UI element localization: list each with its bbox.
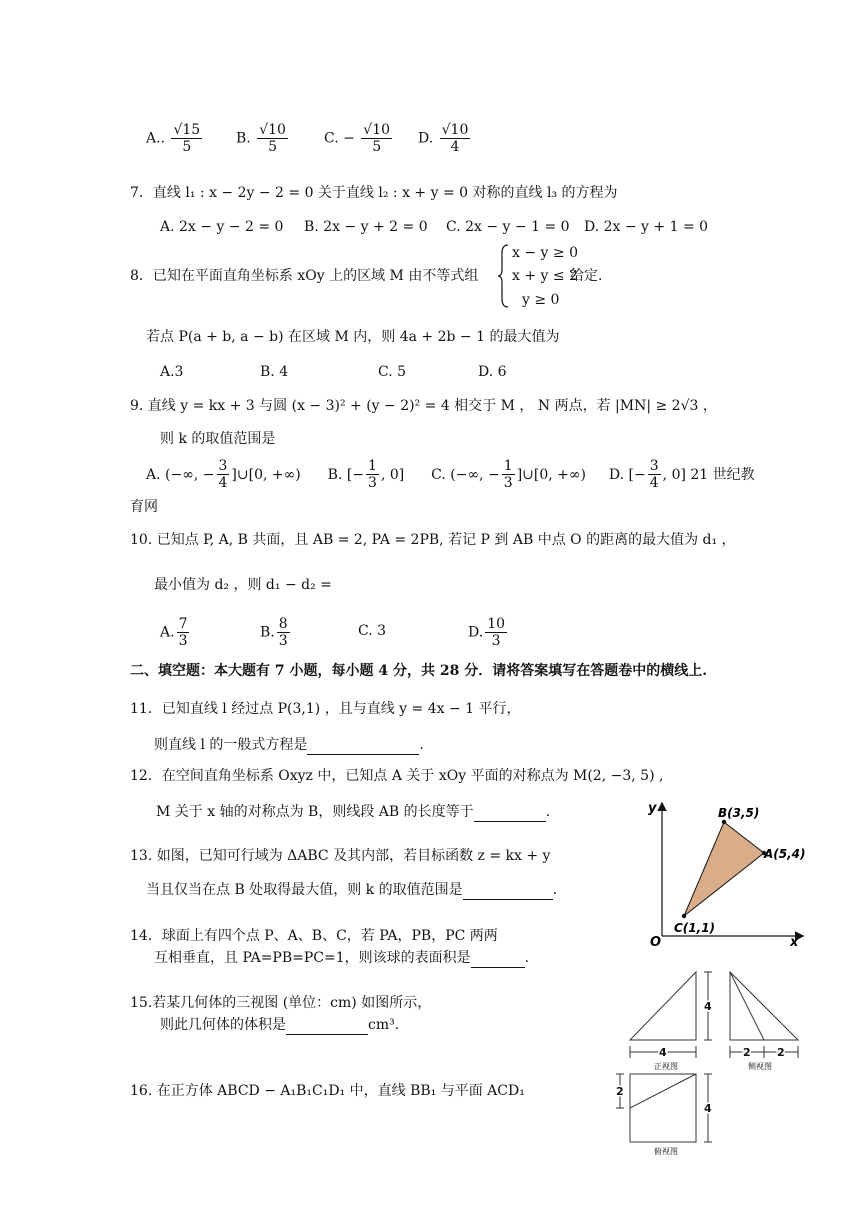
q9-b-frac xyxy=(366,458,379,491)
q6-b-num: √10 xyxy=(259,122,286,138)
q9-stem: 9. 直线 y = kx + 3 与圆 (x − 3)² + (y − 2)² = 4 相交于 M ， N 两点，若 |MN| ≥ 2√3 ， xyxy=(130,398,717,414)
q6-a-num: √15 xyxy=(173,122,201,138)
q6-d-num: √10 xyxy=(441,122,469,138)
side-dim-w2-label: 2 xyxy=(777,1046,785,1059)
side-view-caption: 侧视图 xyxy=(748,1062,772,1071)
q12-end: . xyxy=(545,804,551,820)
q9-a-den: 4 xyxy=(218,475,228,491)
q16-stem: 16. 在正方体 ABCD − A₁B₁C₁D₁ 中，直线 BB₁ 与平面 ACD₁ xyxy=(130,1083,525,1099)
q10-d-den: 3 xyxy=(491,633,501,649)
point-c-label: C(1,1) xyxy=(674,921,716,935)
front-view-caption: 正视图 xyxy=(654,1062,678,1071)
q9-d-num: 3 xyxy=(649,458,659,474)
q8-ineq-2: x + y ≤ 2 xyxy=(512,268,578,284)
q10-a-num: 7 xyxy=(178,616,188,632)
top-view-shape xyxy=(630,1074,696,1142)
q10-stem: 10. 已知点 P, A, B 共面，且 AB = 2, PA = 2PB, 若记 P 到 AB 中点 O 的距离的最大值为 d₁ ， xyxy=(130,532,736,548)
point-b-label: B(3,5) xyxy=(718,806,760,820)
q6-d-label: D. xyxy=(418,130,434,147)
q9-d-frac xyxy=(648,458,661,491)
q6-c-label: C. − xyxy=(324,130,355,147)
q9-d-pre: D. [− xyxy=(608,466,646,483)
q6-a-den: 5 xyxy=(182,139,192,155)
q6-b-den: 5 xyxy=(268,139,278,155)
point-c xyxy=(682,914,686,918)
q6-c-den: 5 xyxy=(372,139,382,155)
q6-a-frac xyxy=(171,122,202,155)
top-dim-h-label: 2 xyxy=(616,1085,624,1098)
q12-line2: M 关于 x 轴的对称点为 B，则线段 AB 的长度等于 xyxy=(156,804,474,820)
q9-c-post: ]∪[0, +∞) xyxy=(516,466,587,483)
q9-options xyxy=(146,458,755,491)
q6-c-frac xyxy=(361,122,392,155)
q9-d-den: 4 xyxy=(649,475,659,491)
point-a-label: A(5,4) xyxy=(764,847,806,861)
q6-b-label: B. xyxy=(236,130,251,147)
point-b xyxy=(722,820,726,824)
q10-d-frac xyxy=(485,616,507,649)
q11-end: . xyxy=(419,737,424,753)
q10-a-frac xyxy=(177,616,190,649)
section-heading: 二、填空题：本大题有 7 小题，每小题 4 分，共 28 分．请将答案填写在答题卷中的横线上. xyxy=(130,663,708,679)
y-axis-label: y xyxy=(648,801,657,816)
front-dim-w-label: 4 xyxy=(659,1046,667,1059)
front-view-shape xyxy=(630,972,696,1040)
q7-option-c: C. 2x − y − 1 = 0 xyxy=(446,219,570,235)
q9-c-pre: C. (−∞, − xyxy=(431,466,500,483)
q15-answer-blank[interactable] xyxy=(286,1018,368,1035)
q6-d-frac xyxy=(440,122,471,155)
q9-option-b xyxy=(327,458,405,491)
q15-line2-wrap xyxy=(160,1015,399,1035)
q13-line2: 当且仅当在点 B 处取得最大值，则 k 的取值范围是 xyxy=(146,882,463,898)
origin-label: O xyxy=(650,935,662,950)
q9-a-num: 3 xyxy=(218,458,228,474)
q12-answer-blank[interactable] xyxy=(474,805,546,822)
q10-d-label: D. xyxy=(468,624,484,641)
q9-option-a xyxy=(146,458,301,491)
q9-wrap: 育网 xyxy=(130,499,158,515)
q9-a-post: ]∪[0, +∞) xyxy=(231,466,301,483)
q7-option-d: D. 2x − y + 1 = 0 xyxy=(584,219,709,235)
q13-stem: 13. 如图，已知可行域为 ΔABC 及其内部，若目标函数 z = kx + y xyxy=(130,848,551,864)
q8-given: 给定. xyxy=(570,268,603,284)
q11-line2: 则直线 l 的一般式方程是 xyxy=(154,737,308,753)
q10-b-num: 8 xyxy=(278,616,288,632)
q6-a-label: A.. xyxy=(146,130,166,147)
q11-line2-wrap xyxy=(154,735,424,755)
q8-option-c: C. 5 xyxy=(378,364,407,380)
q8-stem: 8．已知在平面直角坐标系 xOy 上的区域 M 由不等式组 xyxy=(130,268,479,284)
q15-line2: 则此几何体的体积是 xyxy=(160,1017,286,1033)
q8-option-a: A.3 xyxy=(160,364,184,380)
q9-option-c xyxy=(431,458,587,491)
q9-c-num: 1 xyxy=(503,458,513,474)
q10-option-d xyxy=(468,616,509,649)
side-view-shape xyxy=(730,972,798,1040)
q10-option-a xyxy=(160,616,191,649)
side-dim-w1-label: 2 xyxy=(743,1046,751,1059)
front-dim-h-label: 4 xyxy=(704,1000,712,1013)
q9-b-pre: B. [− xyxy=(327,466,365,483)
q12-line2-wrap xyxy=(156,802,550,822)
q10-a-den: 3 xyxy=(178,633,188,649)
feasible-region-figure xyxy=(640,796,810,952)
q14-line2-wrap xyxy=(154,948,529,968)
q6-option-d xyxy=(418,122,472,155)
q15-stem: 15.若某几何体的三视图 (单位：cm) 如图所示， xyxy=(130,995,432,1011)
q11-answer-blank[interactable] xyxy=(307,738,419,755)
q9-b-den: 3 xyxy=(368,475,377,491)
q9-d-post: , 0] 21 世纪教 xyxy=(662,466,755,483)
q8-ineq-3: y ≥ 0 xyxy=(522,292,560,308)
q12-stem: 12．在空间直角坐标系 Oxyz 中，已知点 A 关于 xOy 平面的对称点为 M(2, −3, 5) , xyxy=(130,768,664,784)
q14-line2: 互相垂直，且 PA=PB=PC=1，则该球的表面积是 xyxy=(154,950,471,966)
q7-option-a: A. 2x − y − 2 = 0 xyxy=(160,219,284,235)
q8-option-b: B. 4 xyxy=(260,364,289,380)
x-axis-label: x xyxy=(790,935,799,950)
q10-b-label: B. xyxy=(260,624,275,641)
q13-line2-wrap xyxy=(146,880,557,900)
q11-stem: 11．已知直线 l 经过点 P(3,1) ，且与直线 y = 4x − 1 平行， xyxy=(130,701,521,717)
q13-answer-blank[interactable] xyxy=(463,883,553,900)
q10-b-den: 3 xyxy=(278,633,288,649)
top-view-caption: 俯视图 xyxy=(654,1147,678,1156)
q6-b-frac xyxy=(257,122,288,155)
q14-end: . xyxy=(524,950,530,966)
q6-option-b xyxy=(236,122,290,155)
q13-end: . xyxy=(552,882,558,898)
q8-option-d: D. 6 xyxy=(478,364,507,380)
q8-brace-icon xyxy=(498,243,510,309)
q10-b-frac xyxy=(277,616,290,649)
triangle-abc xyxy=(684,822,764,916)
q14-answer-blank[interactable] xyxy=(471,951,525,968)
q10-option-c: C. 3 xyxy=(358,623,387,639)
q14-stem: 14．球面上有四个点 P、A、B、C，若 PA，PB，PC 两两 xyxy=(130,928,498,944)
top-dim-h2-label: 4 xyxy=(704,1102,712,1115)
q6-option-c xyxy=(324,122,394,155)
q9-a-pre: A. (−∞, − xyxy=(146,466,215,483)
q10-d-num: 10 xyxy=(487,616,506,632)
q15-end: cm³. xyxy=(368,1017,400,1033)
q6-c-num: √10 xyxy=(363,122,391,138)
q10-option-b xyxy=(260,616,292,649)
q9-c-frac xyxy=(502,458,515,491)
q9-a-frac xyxy=(217,458,230,491)
q9-line2: 则 k 的取值范围是 xyxy=(160,431,276,447)
q9-b-num: 1 xyxy=(368,458,377,474)
q6-d-den: 4 xyxy=(450,139,460,155)
q9-option-d xyxy=(608,458,755,491)
q7-stem: 7．直线 l₁ : x − 2y − 2 = 0 关于直线 l₂ : x + y = 0 对称的直线 l₃ 的方程为 xyxy=(130,185,618,201)
q9-b-post: , 0] xyxy=(380,466,405,483)
three-views-figure xyxy=(612,968,812,1160)
q7-option-b: B. 2x − y + 2 = 0 xyxy=(304,219,428,235)
q10-a-label: A. xyxy=(160,624,175,641)
q6-option-a xyxy=(146,122,204,155)
q8-line2: 若点 P(a + b, a − b) 在区域 M 内，则 4a + 2b − 1 的最大值为 xyxy=(146,329,560,345)
q10-line2: 最小值为 d₂ ，则 d₁ − d₂ = xyxy=(154,577,332,593)
q9-c-den: 3 xyxy=(503,475,513,491)
q8-ineq-1: x − y ≥ 0 xyxy=(512,245,578,261)
